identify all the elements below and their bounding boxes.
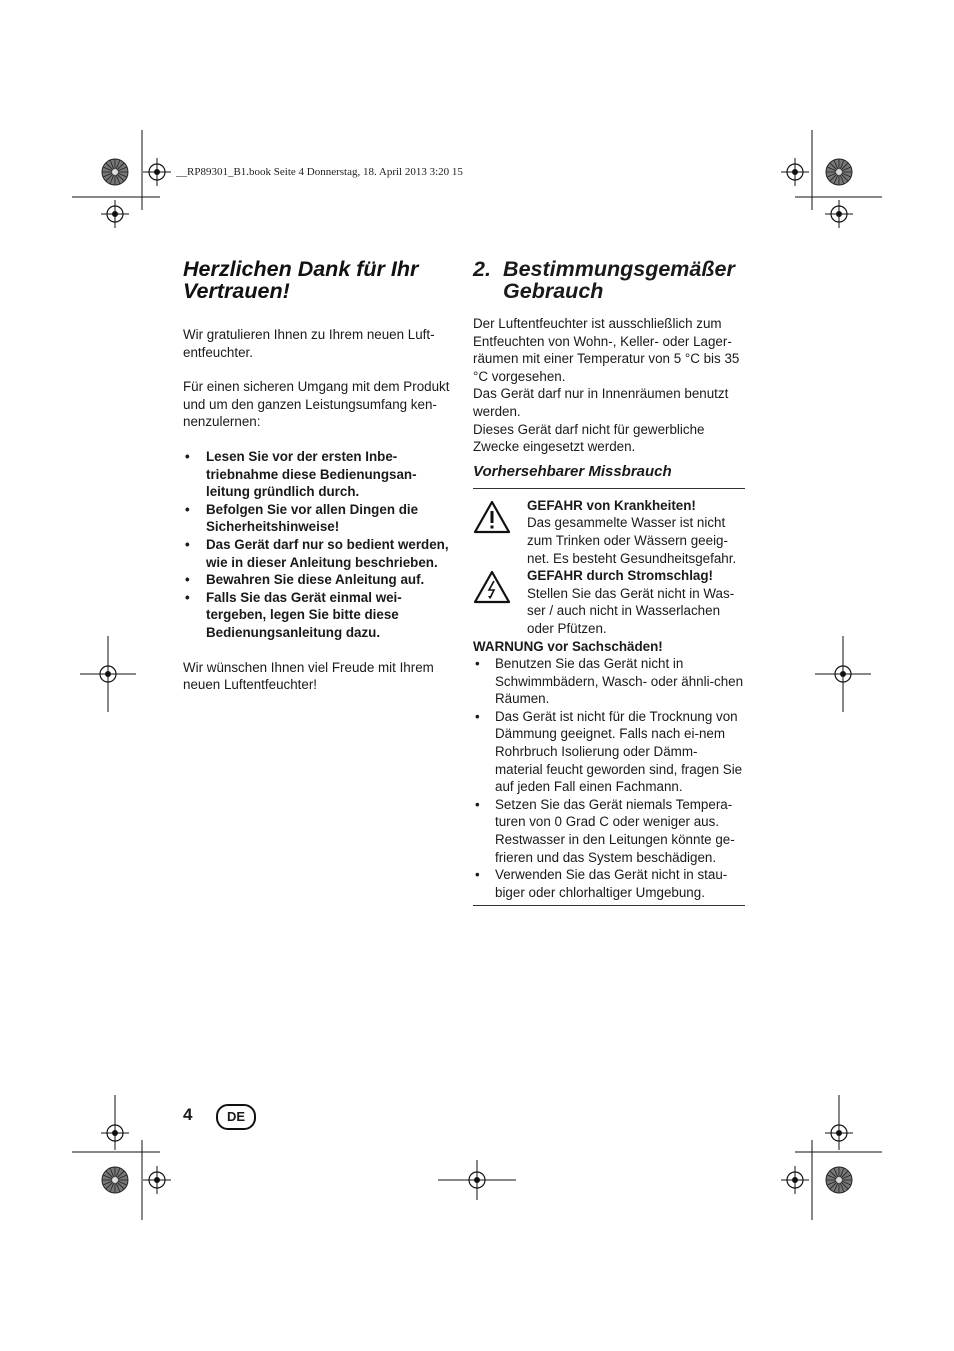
registration-mark-icon: [781, 158, 809, 186]
registration-mark-icon: [781, 1166, 809, 1194]
list-item: • Lesen Sie vor der ersten Inbe-triebnahme diese Bedienungsan-leitung gründlich durch.: [183, 448, 458, 501]
warning-title: GEFAHR durch Stromschlag!: [527, 568, 714, 584]
page-number: 4: [183, 1105, 193, 1124]
print-header-note: __RP89301_B1.book Seite 4 Donnerstag, 18. April 2013 3:20 15: [176, 166, 463, 178]
warning-block: [473, 567, 745, 637]
body-paragraph: Das Gerät darf nur in Innenräumen benutzt werden.: [473, 386, 729, 419]
list-item: • Das Gerät darf nur so bedient werden, wie in dieser Anleitung beschrieben.: [183, 536, 458, 571]
warning-triangle-icon: [473, 500, 511, 534]
page-title: Herzlichen Dank für Ihr Vertrauen!: [183, 257, 419, 303]
instruction-list: [183, 448, 458, 642]
registration-mark-icon: [143, 1166, 171, 1194]
body-paragraph: Der Luftentfeuchter ist ausschließlich zum Entfeuchten von Wohn-, Keller- oder Lager-räumen mit einer Temperatur von 5 °C bis 35 °C vorgesehen.: [473, 316, 740, 384]
list-item: • Verwenden Sie das Gerät nicht in stau-biger oder chlorhaltiger Umgebung.: [473, 866, 745, 901]
registration-mark-icon: [143, 158, 171, 186]
right-column: [473, 258, 745, 906]
color-wheel-icon: [826, 1167, 852, 1193]
divider: [473, 905, 745, 906]
language-badge: DE: [216, 1104, 256, 1130]
registration-mark-icon: [101, 200, 129, 228]
intro-paragraph: Für einen sicheren Umgang mit dem Produkt und um den ganzen Leistungsumfang ken-nenzulernen:: [183, 379, 450, 430]
warning-title: GEFAHR von Krankheiten!: [527, 497, 696, 513]
color-wheel-icon: [826, 159, 852, 185]
body-paragraph: Dieses Gerät darf nicht für gewerbliche Zwecke eingesetzt werden.: [473, 421, 705, 455]
list-item: • Setzen Sie das Gerät niemals Tempera-turen von 0 Grad C oder weniger aus. Restwasser in den Leitungen könnte ge-frieren und das System beschädigen.: [473, 796, 745, 866]
section-number: 2.: [473, 257, 491, 281]
warning-block: [473, 497, 745, 567]
closing-paragraph: Wir wünschen Ihnen viel Freude mit Ihrem neuen Luftentfeuchter!: [183, 659, 434, 693]
registration-mark-icon: [825, 200, 853, 228]
subsection-heading: Vorhersehbarer Missbrauch: [473, 462, 672, 480]
color-wheel-icon: [102, 1167, 128, 1193]
list-item: • Falls Sie das Gerät einmal wei-tergeben, legen Sie bitte diese Bedienungsanleitung dazu.: [183, 589, 458, 642]
intro-paragraph: Wir gratulieren Ihnen zu Ihrem neuen Luft-entfeuchter.: [183, 327, 435, 360]
warning-title: WARNUNG vor Sachschäden!: [473, 638, 663, 654]
list-item: • Befolgen Sie vor allen Dingen die Sicherheitshinweise!: [183, 501, 458, 536]
warning-text: Das gesammelte Wasser ist nicht zum Trinken oder Wässern geeig-net. Es besteht Gesundheitsgefahr.: [527, 515, 737, 566]
section-heading: [473, 258, 745, 302]
left-column: [183, 258, 458, 694]
list-item: • Das Gerät ist nicht für die Trocknung von Dämmung geeignet. Falls nach ei-nem Rohrbruch Isolierung oder Dämm-material feucht geworden sind, fragen Sie auf jeden Fall einen Fachmann.: [473, 708, 745, 796]
list-item: • Benutzen Sie das Gerät nicht in Schwimmbädern, Wasch- oder ähnli-chen Räumen.: [473, 655, 745, 708]
warning-text: Stellen Sie das Gerät nicht in Was-ser / auch nicht in Wasserlachen oder Pfützen.: [527, 585, 735, 636]
electric-shock-icon: [473, 570, 511, 604]
list-item: • Bewahren Sie diese Anleitung auf.: [183, 571, 458, 589]
warning-list: [473, 655, 745, 901]
section-title: Bestimmungsgemäßer Gebrauch: [503, 257, 735, 303]
color-wheel-icon: [102, 159, 128, 185]
